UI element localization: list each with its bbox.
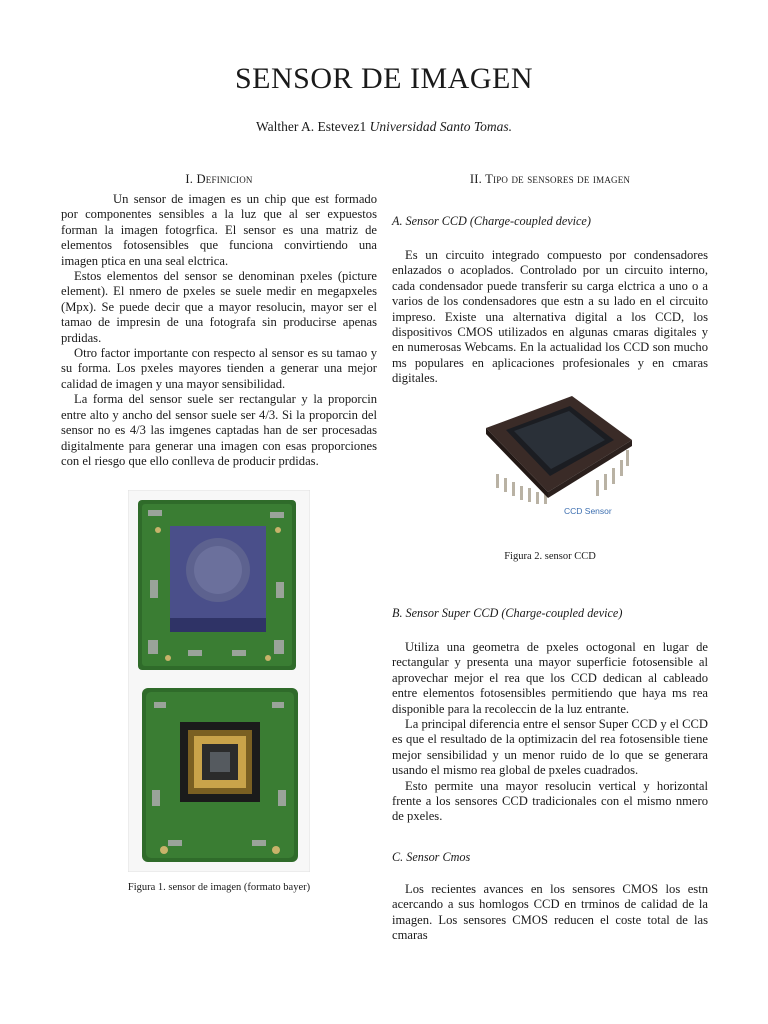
paragraph: La forma del sensor suele ser rectangular y la proporcin entre alto y ancho del sensor suele ser 4/3. Si la proporcin del sensor no es 4/3 las imgenes captadas han de ser procesadas digitalmente para generar una imagen con esas proporciones con el riesgo que ello conlleva de producir prdidas. xyxy=(61,392,377,468)
section-1-heading: I. Definicion xyxy=(185,172,253,186)
subsection-b-heading: B. Sensor Super CCD (Charge-coupled device) xyxy=(392,606,623,620)
paragraph: Un sensor de imagen es un chip que est formado por componentes sensibles a la luz que al ser expuestos forman la imagen fotogrfica. El sensor es una matriz de elementos fotosensibles que funciona convirtiendo una imagen ptica en una seal elctrica. xyxy=(61,192,377,268)
paragraph: La principal diferencia entre el sensor Super CCD y el CCD es que el resultado de la optimizacin del rea fotosensible tiene mejor sensibilidad y un menor ruido de lo que se generara usando el mismo rea global de pxeles cuadrados. xyxy=(392,717,708,778)
paragraph: Esto permite una mayor resolucin vertical y horizontal frente a los sensores CCD tradicionales con el mismo nmero de pxeles. xyxy=(392,778,708,824)
figure-2-caption: Figura 2. sensor CCD xyxy=(504,551,596,562)
pcb-board-top xyxy=(138,500,296,670)
subsection-c-body xyxy=(392,882,708,944)
figure-1-caption: Figura 1. sensor de imagen (formato bayer) xyxy=(127,882,311,893)
subsection-a-body xyxy=(392,248,708,387)
figure-1-image xyxy=(128,490,310,872)
subsection-c-heading: C. Sensor Cmos xyxy=(392,850,471,864)
author-line xyxy=(0,119,768,135)
paragraph: Utiliza una geometra de pxeles octogonal en lugar de rectangular y presenta una mayor superficie fotosensible al aprovechar mejor el rea que los CCD dedican al cableado entre elementos fotosensibles permitiendo que haya ms rea disponible para la recoleccin de la luz entrante. xyxy=(392,640,708,716)
paragraph: Estos elementos del sensor se denominan pxeles (picture element). El nmero de pxeles se suele medir en megapxeles (Mpx). Se puede decir que a mayor resolucin, mayor ser el tamao de impresin de una fotografa sin producirse apenas prdidas. xyxy=(61,269,377,345)
author-name: Walther A. Estevez1 xyxy=(255,119,367,134)
pcb-board-bottom xyxy=(142,688,298,862)
subsection-b-body xyxy=(392,640,708,825)
paper-title: SENSOR DE IMAGEN xyxy=(234,62,533,95)
section-1-body xyxy=(61,192,377,469)
ccd-sensor-label: CCD Sensor xyxy=(564,506,612,516)
paragraph: Los recientes avances en los sensores CMOS los estn acercando a sus homlogos CCD en trminos de calidad de la imagen. Los sensores CMOS reducen el coste total de las cmaras xyxy=(392,882,708,943)
figure-2-image xyxy=(476,388,636,520)
paragraph: Es un circuito integrado compuesto por condensadores enlazados o acoplados. Controlado por un circuito interno, cada condensador puede transferir su carga elctrica a uno o a varios de los condensadores que estn a su lado en el circuito impreso. Existe una alternativa digital a los CCD, los dispositivos CMOS utilizados en algunas cmaras digitales y en numerosas Webcams. En la actualidad los CCD son mucho ms populares en aplicaciones profesionales y en cmaras digitales. xyxy=(392,248,708,386)
subsection-a-heading: A. Sensor CCD (Charge-coupled device) xyxy=(392,214,591,228)
section-2-heading: II. Tipo de sensores de imagen xyxy=(469,172,631,186)
author-affiliation: Universidad Santo Tomas. xyxy=(369,119,512,134)
paragraph: Otro factor importante con respecto al sensor es su tamao y su forma. Los pxeles mayores tienden a generar una mejor calidad de imagen y una mayor sensibilidad. xyxy=(61,346,377,391)
